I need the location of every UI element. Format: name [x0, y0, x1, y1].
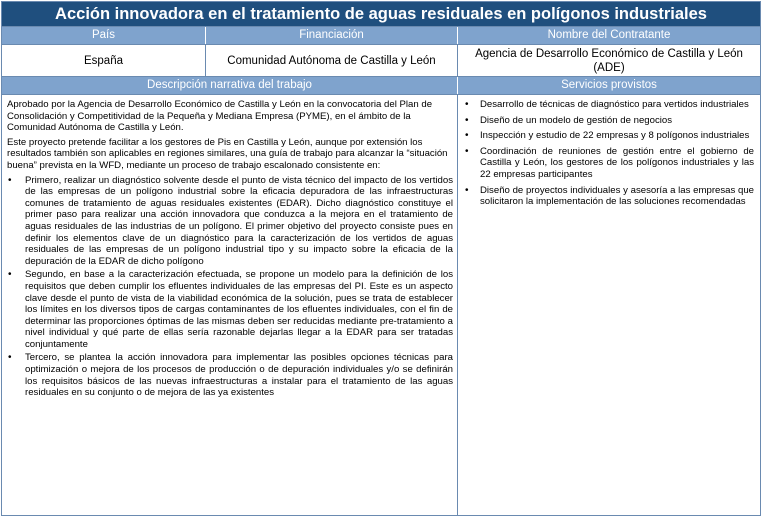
project-sheet [1, 1, 761, 516]
list-item: • Diseño de un modelo de gestión de negocios [464, 115, 754, 127]
list-item: • Desarrollo de técnicas de diagnóstico para vertidos industriales [464, 99, 754, 111]
value-contratante: Agencia de Desarrollo Económico de Castilla y León (ADE) [475, 47, 743, 74]
info-header-row [2, 27, 760, 45]
value-pais: España [2, 45, 206, 76]
content-row [2, 95, 760, 515]
list-item: • Diseño de proyectos individuales y asesoría a las empresas que solicitaron la implementación de las soluciones recomendadas [464, 185, 754, 208]
servicios-bullet-list [464, 99, 754, 208]
list-item: • Primero, realizar un diagnóstico solvente desde el punto de vista técnico del impacto de los vertidos de las empresas de un polígono industrial sobre la eficacia depuradora de las infraestructuras comunes de tratamiento de aguas residuales existentes (EDAR). Dicho diagnóstico constituye el primer paso para realizar una acción innovadora que conduzca a la mejora en el tratamiento de aguas residuales de las industrias de un polígono. El primer objetivo del proyecto consiste pues en definir los elementos clave de un diagnóstico para la caracterización de los vertidos de aguas residuales de las empresas de un polígono industrial tipo y su impacto sobre la eficacia de la depuración de la EDAR de dicho polígono [7, 175, 453, 268]
header-financiacion: Financiación [206, 27, 458, 44]
section-header-row [2, 77, 760, 95]
page-title: Acción innovadora en el tratamiento de aguas residuales en polígonos industriales [2, 2, 760, 27]
list-item: • Inspección y estudio de 22 empresas y 8 polígonos industriales [464, 130, 754, 142]
descripcion-paragraph: Este proyecto pretende facilitar a los gestores de Pis en Castilla y León, aunque por extensión los resultados también son aplicables en regiones similares, una guía de trabajo para alcanzar la “situación buena” prevista en la WFD, mediante un proceso de trabajo escalonado consistente en: [7, 136, 448, 171]
descripcion-paragraph: Aprobado por la Agencia de Desarrollo Económico de Castilla y León en la convocatoria del Plan de Consolidación y Competitividad de la Pequeña y Mediana Empresa (PYME), en el ámbito de la Comunidad Autónoma de Castilla y León. [7, 99, 433, 134]
servicios-cell [458, 95, 760, 515]
header-descripcion: Descripción narrativa del trabajo [2, 77, 458, 94]
info-value-row [2, 45, 760, 77]
header-contratante: Nombre del Contratante [547, 29, 671, 41]
list-item: • Segundo, en base a la caracterización efectuada, se propone un modelo para la definición de los requisitos que deben cumplir los efluentes individuales de las empresas del PI. Este es un aspecto clave desde el punto de vista de la viabilidad económica de la solución, pues se trata de establecer los límites en los diversos tipos de cargas contaminantes de los efluentes individuales, con el fin de determinar las proporciones óptimas de las mismas deben ser reducidas mediante pre-tratamiento a nivel individual y qué parte de ellas sería razonable dejarlas llegar a la EDAR para ser tratadas conjuntamente [7, 269, 453, 350]
header-pais: País [2, 27, 206, 44]
header-servicios: Servicios provistos [561, 79, 657, 91]
descripcion-bullet-list [7, 175, 453, 399]
list-item: • Tercero, se plantea la acción innovadora para implementar las posibles opciones técnicas para optimización o mejora de los procesos de producción o de depuración individuales y/o se definirán los requisitos básicos de las nuevas infraestructuras a instalar para el tratamiento de las aguas residuales en su conjunto o de mejora de las ya existentes [7, 352, 453, 398]
descripcion-cell [2, 95, 458, 515]
list-item: • Coordinación de reuniones de gestión entre el gobierno de Castilla y León, los gestores de los polígonos industriales y las 22 empresas participantes [464, 146, 754, 181]
value-financiacion: Comunidad Autónoma de Castilla y León [206, 45, 458, 76]
